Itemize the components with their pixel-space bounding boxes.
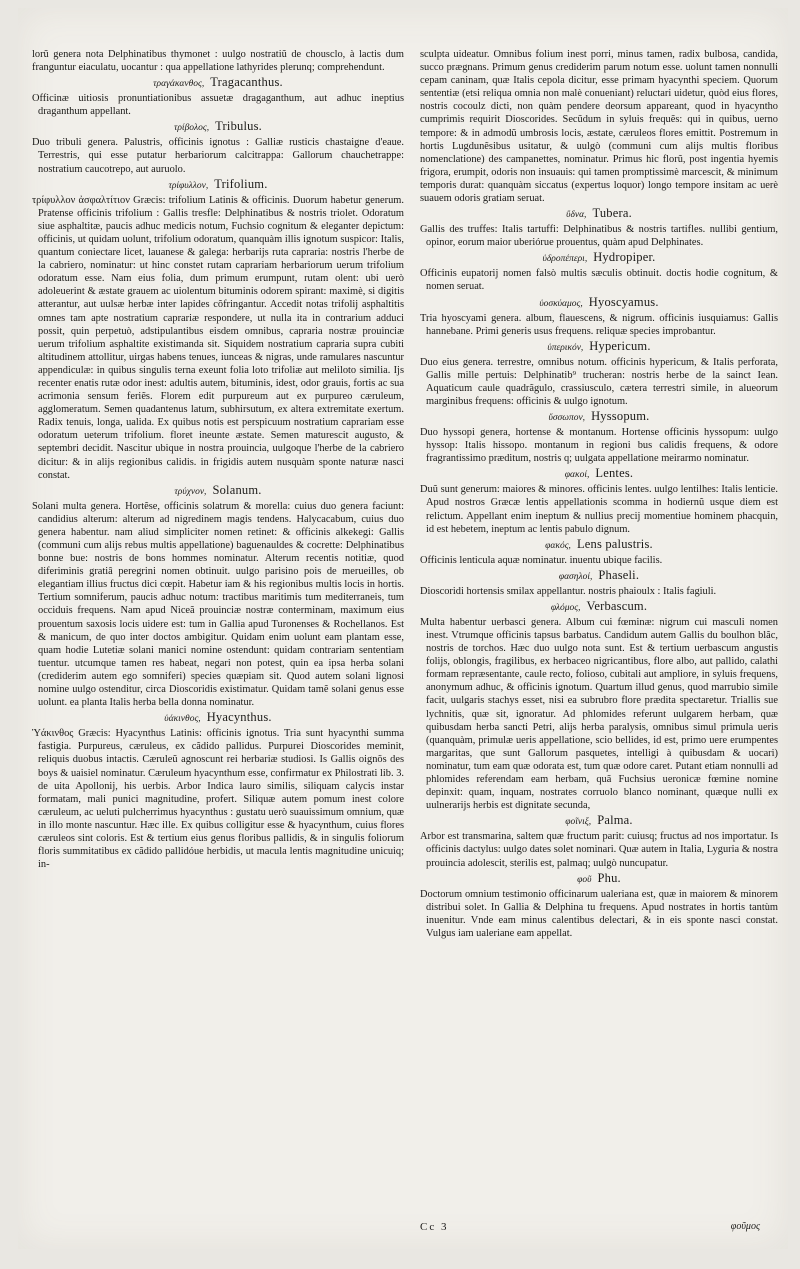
greek-name: ὕσσωπον,	[548, 413, 586, 424]
greek-name: τρίβολος,	[173, 123, 210, 134]
greek-name: φλόμος,	[550, 602, 581, 613]
paragraph: Duũ sunt generum: maiores & minores. officinis lentes. uulgo lentilhes: Italis lenticie. Apud nostros Græcæ lentis appellationis scomma in hodiernũ usque diem est relictum. Appellant enim ineptum & nullius precij momentiue hominem phacquin, id est hebetem, ineptum ac lentis pabulo dignum.	[420, 484, 778, 535]
latin-name: Hyssopum.	[591, 409, 650, 424]
latin-name: Tragacanthus.	[210, 75, 283, 90]
greek-name: ὑδροπέπερι,	[542, 254, 588, 265]
entry-heading	[420, 537, 778, 553]
paragraph: Arbor est transmarina, saltem quæ fructum parit: cuiusq; fructus ad nos importatur. Is officinis dactylus: uulgo dates solet nominari. Quæ autem in Italia, Lyguria & nostra prouincia adolescit, sterilis est, palmaq; uulgò nuncupatur.	[420, 831, 778, 869]
page-footer	[420, 1221, 760, 1233]
latin-name: Hypericum.	[589, 338, 651, 353]
latin-name: Hyoscyamus.	[588, 294, 659, 309]
paragraph: Duo tribuli genera. Palustris, officinis ignotus : Galliæ rusticis chastaigne d'eaue. Terrestris, qui esse putatur herbariorum calcitrappa: Gallorum chauchetrappe: nostratium caucotrepo, aut auruolo.	[32, 137, 404, 175]
greek-name: ὑοσκύαμος,	[539, 298, 583, 309]
latin-name: Lens palustris.	[576, 536, 653, 551]
entry-heading	[420, 250, 778, 266]
entry-heading	[420, 871, 778, 887]
paragraph: Dioscoridi hortensis smilax appellantur. nostris phaioulx : Italis fagiuli.	[420, 585, 717, 597]
entry-heading	[420, 409, 778, 425]
greek-name: φοῖνιξ,	[565, 817, 592, 828]
latin-name: Hyacynthus.	[206, 710, 272, 725]
latin-name: Verbascum.	[586, 598, 648, 613]
entry-heading	[420, 568, 778, 584]
entry-heading	[32, 75, 404, 91]
greek-name: ὑπερικόν,	[547, 342, 584, 353]
paragraph: Duo hyssopi genera, hortense & montanum. Hortense officinis hyssopum: uulgo hyssop: Italis hissopo. montanum in regioni bus calidis frequens, & odore fragrantissimo præditum, nostris q; uulgata appellatione meirarmo nominatur.	[420, 427, 778, 465]
greek-name: ὕδνα,	[566, 210, 587, 221]
signature-mark: Cc 3	[420, 1221, 449, 1233]
entry-heading	[420, 599, 778, 615]
entry-heading	[32, 710, 404, 726]
paragraph: τρίφυλλον ἀσφαλτίτιον Græcis: trifolium Latinis & officinis. Duorum habetur generum. Pratense officinis trifolium : Gallis tresfle: Delphinatibus & nostris triolet. Odoratum siue asphaltitæ, paucis adhuc medicis notum, Fuchsio cognitum & eleganter depictum: officinis, ut quidam uolunt, trifolium odoratum, quanquàm illis ignotum suspicor: Italis, quantum coniectare licet, lauanese & galega: herbarijs ruta capraria: nostris l'herbe de la cabriero, nominatur: ut hinc constet rutam caprariam herbariorum uerum trifolium odoratum esse. Nam eius folia, dum primum erumpunt, rutam olent: ubi uerò adoleuerint & æstate grauem ac uiolentum bituminis odorem spirant: maximè, si digitis atterantur, aut uulsæ herbæ inter lapides cõfringantur. Accedit notas trifolij asphaltitis omnes tam apte nostratium caprariæ respondere, ut nulla ita in contrarium adduci possit, quin perpetuò, adstipulantibus eisdem omnibus, capraria nostræ prouinciæ uerum trifolium asphaltite existimanda sit. Siquidem nostratium capraria supra cubiti altitudinem attollitur, uirgas habens tenues, iunceas & nigras, unde ramulares nascuntur appendiculæ: in quibus singulis terna exeunt folia loto trifoliæ aut meliloto similia. Ijs recenter enatis rutæ odor inest: adultis autem, bituminis, idest, odor grauis, fortis ac sua acrimonia sensum feriẽs. Florem edit purpureum aut ex purpureo cæruleum, agglomeratum. Semen quadantenus latum, subhirsutum, ex altera extremitate exertum. Radix tenuis, longa, ualida. Ex quibus notis est perspicuum nostratium caprariam esse odoratum ueterum trifolium. floret ineunte æstate. Semen maturescit augusto, & septembri decidit. Nascitur ubique in nostra prouincia, uulgoque l'herbe de la cabriero dicitur: & in alijs regionibus calidis. in frigidis autem nusquàm sponte naturæ nasci constat.	[32, 194, 404, 481]
paragraph: Officinis lenticula aquæ nominatur. inuentu ubique facilis.	[420, 554, 663, 566]
greek-name: τρύχνον,	[174, 486, 207, 497]
paragraph: Ὑάκινθος Græcis: Hyacynthus Latinis: officinis ignotus. Tria sunt hyacynthi summa fastigia. Purpureus, cæruleus, ex cãdido pallidus. Purpurei Dioscorides meminit, reliquis duobus intactis. Cæruleũ agnoscunt rei herbariæ studiosi. Is Gallis oignõs des boys & uaisiel nominatur. Cæruleum hyacynthum esse, confirmatur ex Philostrati lib. 3. de uita Apollonij, his uerbis. Arbor Indica lauro similis, siliquam calycis instar formatam, mali punici magnitudine, profert. Siliquæ autem pomum inest colore cæruleum, ac ueluti pulcherrimus hyacynthus : gustatu uerò suauissimum omnium, quæ in illo monte nascuntur. Hæc ille. Ex quibus colligitur esse & hyacynthum, cuius flores cæruleos sint coloris. Est & tertium eius genus floribus pallidis, & in singulis foliorum floris summitatibus ex cãdido pallidóue herbidis, ut macula lentis magnitudine unicuiq; in-	[32, 728, 404, 871]
latin-name: Lentes.	[595, 466, 634, 481]
entry-heading	[32, 119, 404, 135]
latin-name: Trifolium.	[214, 176, 268, 191]
book-page	[18, 8, 788, 1249]
left-column	[32, 48, 404, 871]
latin-name: Phu.	[597, 870, 621, 885]
entry-heading	[420, 295, 778, 311]
entry-heading	[420, 813, 778, 829]
greek-name: φακοί,	[564, 470, 590, 481]
greek-name: ὑάκινθος,	[164, 714, 201, 725]
greek-name: φακός,	[545, 540, 571, 551]
greek-name: τραγάκανθος,	[153, 79, 205, 90]
latin-name: Tribulus.	[215, 119, 263, 134]
paragraph: sculpta uideatur. Omnibus folium inest porri, minus tamen, radix bulbosa, candida, succo prægnans. Primum genus crediderim parum notum esse. uolunt tamen nonnulli cepam caninam, quæ Italis cepola dicitur, esse primam hyacynthi speciem. Quorum sententiæ (etsi reliqua omnia non malè conueniant) reluctari uidetur, quòd eius flores, nostris cocoulz dicti, non quàm pendere deorsum appareant, quod in hyacyntho cumprimis requirit Dioscorides. Secũdum in syluis frequẽs: qui in quibus, uerno tempore: & in admodũ umbrosis locis, æstate, cæruleos flores emittit. Postremum in hortis Lugdunẽsibus usitatur, & uulgò (communi cum alijs multis floribus nomenclatione) des campanettes, nominatur. Primus hic florũ, post ingentia hyemis frigora, erumpit, odoris non insuauis: qui tamen promptissimè marcescit, & minimum temporis durat: quanquàm siccatus (expertus loquor) longo tempore insitam ac uerè suauem odoris gratiam seruat.	[420, 49, 778, 205]
latin-name: Tubera.	[592, 206, 632, 221]
entry-heading	[32, 483, 404, 499]
paragraph: Officinis eupatorij nomen falsò multis sæculis obtinuit. doctis hodie cognitum, & nomen seruat.	[420, 268, 778, 293]
greek-name: τρίφυλλον,	[168, 180, 209, 191]
latin-name: Solanum.	[212, 482, 262, 497]
paragraph: Solani multa genera. Hortẽse, officinis solatrum & morella: cuius duo genera faciunt: candidius alterum: alterum ad nigredinem magis tendens. Halycacabum, cuius duo genera habentur. nam aliud simpliciter nomen retinet: & officinis alkekegi: Gallis (communi cum alijs rebus multis appellatione) baguenauldes & cocrette: Delphinatibus bonne bue: nostris de bons hommes nominatur. Alterum recentis notitiæ, quod diferiminis gratiâ peregrini nomen obtinuit. uulgo parisino pois de merueilles, ob elegantiam illius fructus dici cœpit. Habetur iam & his regionibus multis locis in hortis. Tertium somniferum, paucis adhuc notum: tractibus maritimis tum mediterraneis, tum occiduis frequens. Nam apud Niceã prouinciæ nostræ conterminam, maximum eius prouentum saxosis locis uidere est: tum in Gallia apud Turonenses & Rochellanos. Est & manicum, de quo inter doctos ambigitur. Quidam enim uolunt eam plantam esse, quam hodie Lutetiæ solani manici nomine ostendunt: quidam contrariam sententiam tuentur. utcumque tamen res habeat, negari non potest, quin ea ipsa herba solani (crediderim autem ego somniferi) species quæpiam sit. Quod autem solani lignosi nomine uulgo ostenditur, circa Dioscoridis existimatur. Quidam tamẽ solani genus esse uolunt. ea planta Italis herba bella donna nominatur.	[32, 500, 404, 709]
catchword: φοῦμος	[730, 1221, 760, 1232]
paragraph: lorũ genera nota Delphinatibus thymonet : uulgo nostratiũ de chousclo, à lactis dum franguntur eiaculatu, uocantur : qua appellatione lathyrides plerunq; comprehendunt.	[32, 49, 404, 74]
paragraph: Gallis des truffes: Italis tartuffi: Delphinatibus & nostris tartifles. nullibi gentium, opinor, eorum maior uberiórue prouentus, quàm apud Delphinates.	[420, 224, 778, 249]
right-column	[420, 48, 778, 940]
entry-heading	[420, 466, 778, 482]
latin-name: Hydropiper.	[593, 250, 656, 265]
entry-heading	[32, 177, 404, 193]
paragraph: Duo eius genera. terrestre, omnibus notum. officinis hypericum, & Italis perforata, Gallis mille pertuis: Delphinatib⁹ trucheran: nostris herbe de la sainct Iean. Aquaticum caule quadrãgulo, crassiusculo, cætera terrestri simile, in alueorum marginibus frequens: officinis & uulgo ignotum.	[420, 356, 778, 407]
entry-heading	[420, 339, 778, 355]
paragraph: Officinæ uitiosis pronuntiationibus assuetæ dragaganthum, aut adhuc ineptius draganthum appellant.	[32, 93, 404, 118]
greek-name: φασηλοί,	[558, 571, 593, 582]
latin-name: Palma.	[597, 813, 633, 828]
entry-heading	[420, 206, 778, 222]
paragraph: Tria hyoscyami genera. album, flauescens, & nigrum. officinis iusquiamus: Gallis hannebane. Primi generis usus frequens. reliquæ species improbantur.	[420, 312, 778, 337]
paragraph: Multa habentur uerbasci genera. Album cui fœminæ: nigrum cui masculi nomen inest. Vtrumque officinis tapsus barbatus. Candidum autem Gallis du boulhon blãc, nostris de torchos. Hæc duo uulgo nota sunt. Est & tertium uerbascum angustis folijs, oblongis, fragilibus, ex herbaceo nigricantibus, flore albo, aut pallido, calathi formam repræsentante, caule recto, folioso, cubitali aut ampliore, in syluis frequens, anonymum adhuc, & officinis ignotum. Quartum illud genus, quod marrubio simile facit, uulgaris stachys esset, nisi ea subrubro flore prædita spectaretur. Triallis sue lychnitis, quæ sit, ignoratur. Ad phlomides referunt uulgarem herbam, quæ quibusdam herba sancti Petri, alijs herba paralysis, omnibus simul primula ueris (quanquàm, primulæ ueris appellatione, scio bellides, id est, primo uere erumpentes margaritas, que sunt Gallorum pasquetes, intelligi à quibusdam & uocari) nominatur, tum eam quæ odorata est, tum quæ odore caret. Putant etiam nonnulli ad phlomides referendam eam herbam, quã Fuchsius ueronicæ fœmine nomine depinxit: quam, inquam, nostrates corruolo blanco nominant, quæque nulli ex uulnerarijs herbis est dignitate secunda,	[420, 616, 778, 812]
paragraph: Doctorum omnium testimonio officinarum ualeriana est, quæ in maiorem & minorem distribui solet. In Gallia & Delphina tu frequens. Apud nostrates in hortis tantùm inuenitur. Vnde eam minus calentibus delectari, & in eis sponte nasci constat. Vulgus iam ualeriane eam appellat.	[420, 888, 778, 939]
greek-name: φοῦ	[577, 874, 592, 885]
latin-name: Phaseli.	[598, 567, 640, 582]
